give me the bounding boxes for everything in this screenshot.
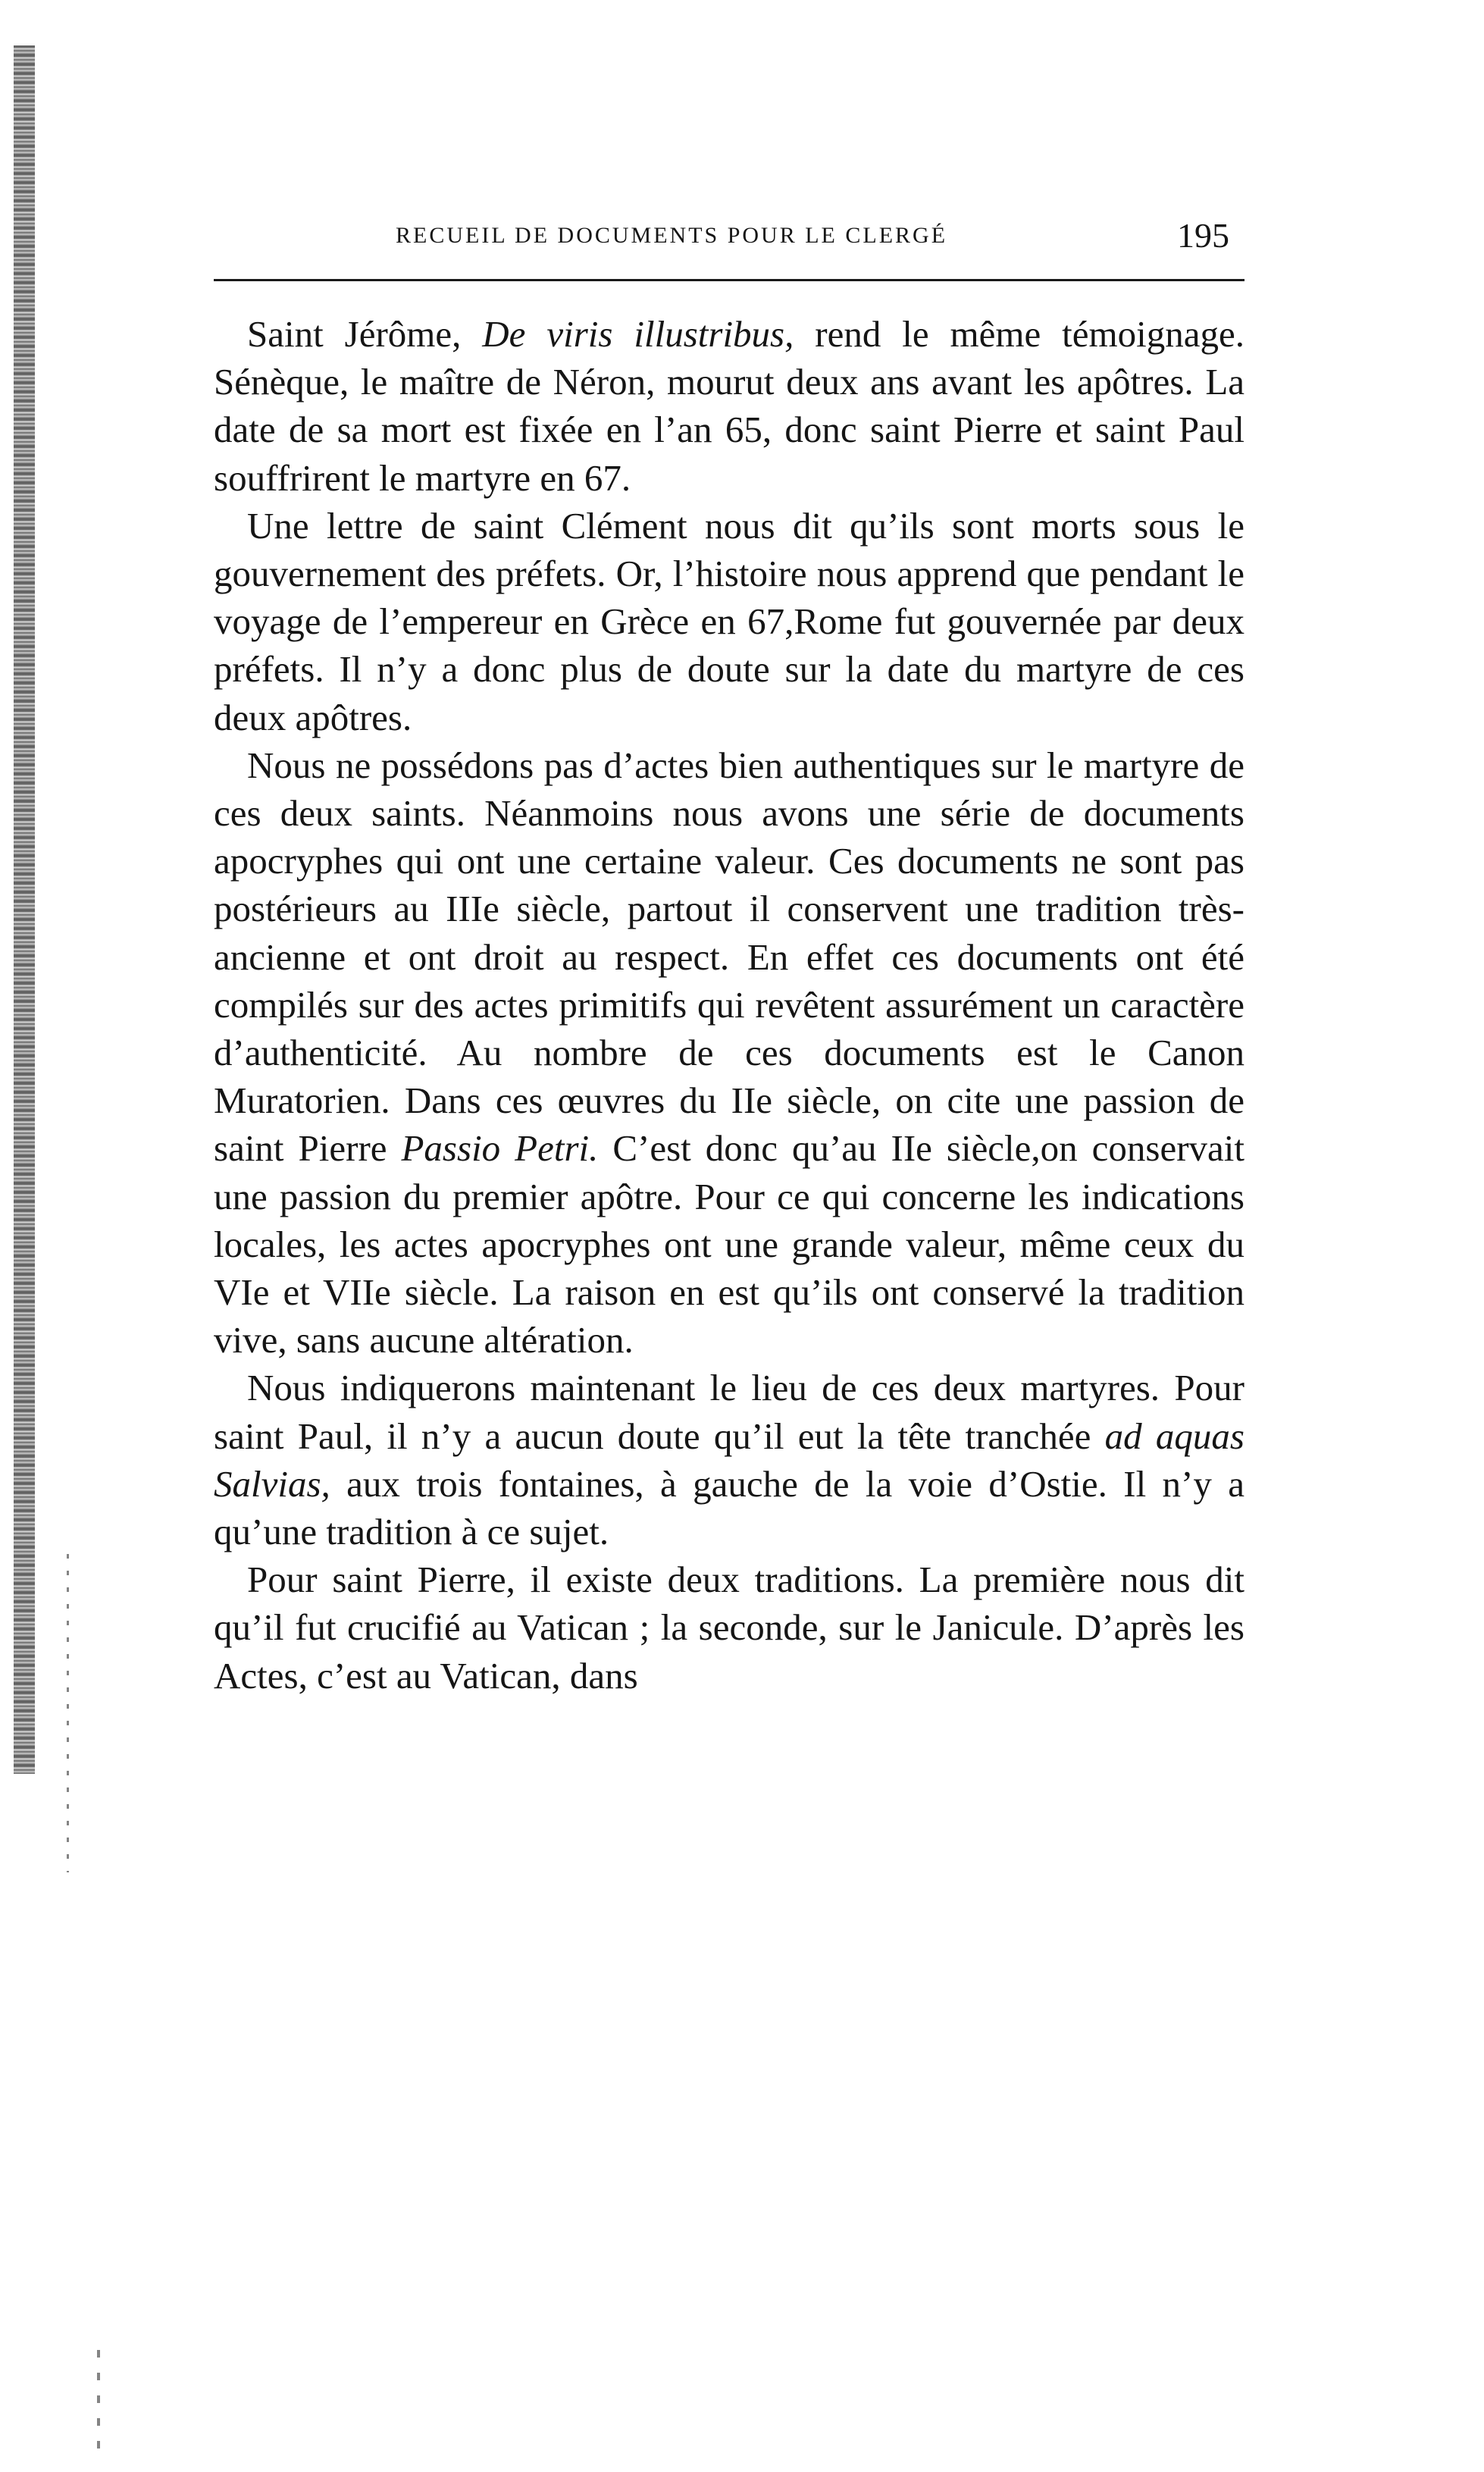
page-binding-mark [67,1554,69,1872]
paragraph-4-text-c: aux trois fontaines, à gauche de la voie d’Ostie. Il n’y a qu’une tradition à ce sujet. [214,1462,1244,1553]
paragraph-3-italic: Passio Petri. [401,1127,599,1170]
book-page [214,216,1245,1700]
paragraph-1-text-a: Saint Jérôme, [247,313,483,355]
paragraph-1 [214,310,1244,502]
paragraph-1-text-c: rend le même témoignage. Sénèque, le maître de Néron, mourut deux ans avant les apôtres. La date de sa mort est fixée en l’an 65, donc saint Pierre et saint Paul souffrirent le martyre en 67. [214,313,1244,499]
paragraph-2: Une lettre de saint Clément nous dit qu’ils sont morts sous le gouvernement des préfets. Or, l’histoire nous apprend que pendant le voyage de l’empereur en Grèce en 67,Rome fut gouvernée par deux préfets. Il n’y a donc plus de doute sur la date du martyre de ces deux apôtres. [214,504,1244,738]
paragraph-3-text-a: Nous ne possédons pas d’actes bien authentiques sur le martyre de ces deux saints. Néanmoins nous avons une série de documents apocryphes qui ont une certaine valeur. Ces documents ne sont pas postérieurs au IIIe siècle, partout il conservent une tradition très-ancienne et ont droit au respect. En effet ces documents ont été compilés sur des actes primitifs qui revêtent assurément un caractère d’authenticité. Au nombre de ces documents est le Canon Muratorien. Dans ces œuvres du IIe siècle, on cite une passion de saint Pierre [214,744,1244,1170]
page-number: 195 [1177,216,1229,255]
body-text [214,310,1244,1700]
paragraph-3-text-c: C’est donc qu’au IIe siècle,on conservait une passion du premier apôtre. Pour ce qui concerne les indications locales, les actes apocryphes ont une grande valeur, même ceux du VIe et VIIe siècle. La raison en est qu’ils ont conservé la tradition vive, sans aucune altération. [214,1127,1245,1361]
paragraph-4-text-a: Nous indiquerons maintenant le lieu de ces deux martyres. Pour saint Paul, il n’y a aucun doute qu’il eut la tête tranchée [214,1367,1244,1457]
paragraph-1-italic: De viris illustribus, [482,313,794,355]
running-header [214,216,1244,281]
running-title: RECUEIL DE DOCUMENTS POUR LE CLERGÉ [396,223,948,248]
paragraph-5: Pour saint Pierre, il existe deux traditions. La première nous dit qu’il fut crucifié au Vatican ; la seconde, sur le Janicule. D’après les Actes, c’est au Vatican, dans [214,1559,1244,1697]
paragraph-4-italic: ad aquas Salvias, [214,1415,1244,1505]
paragraph-3 [214,741,1244,1364]
page-binding-mark-bottom [97,2350,100,2464]
paragraph-4 [214,1364,1244,1556]
page-binding-edge [14,45,35,1774]
